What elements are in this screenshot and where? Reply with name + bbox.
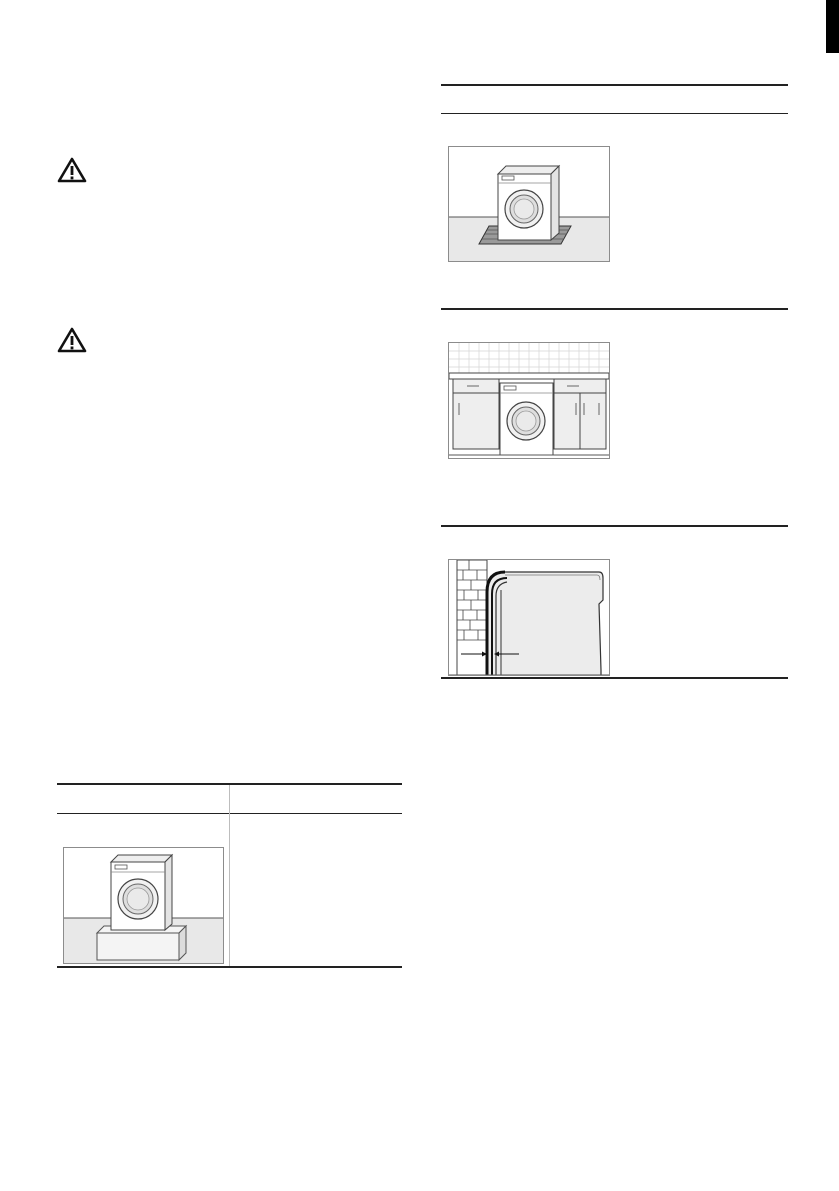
table-top-rule (441, 84, 788, 86)
washer-wall-clearance-figure (448, 559, 610, 676)
table-bottom-rule (441, 677, 788, 679)
washer-in-kitchen-unit-figure (448, 342, 610, 459)
table-column-divider (229, 785, 230, 968)
washer-on-pedestal-illustration (64, 848, 223, 963)
washer-on-board-illustration (449, 147, 609, 261)
warning-triangle-icon (57, 157, 87, 183)
washer-on-wooden-floor-figure (448, 146, 610, 262)
table-row-rule (441, 308, 788, 310)
page-tab-marker (826, 0, 839, 53)
table-header-rule (441, 113, 788, 114)
washer-between-cabinets-illustration (449, 343, 609, 458)
washer-wall-gap-illustration (449, 560, 609, 675)
washer-on-pedestal-figure (63, 847, 224, 964)
warning-triangle-icon (57, 327, 87, 353)
table-bottom-rule (57, 966, 402, 968)
table-row-rule (441, 525, 788, 527)
